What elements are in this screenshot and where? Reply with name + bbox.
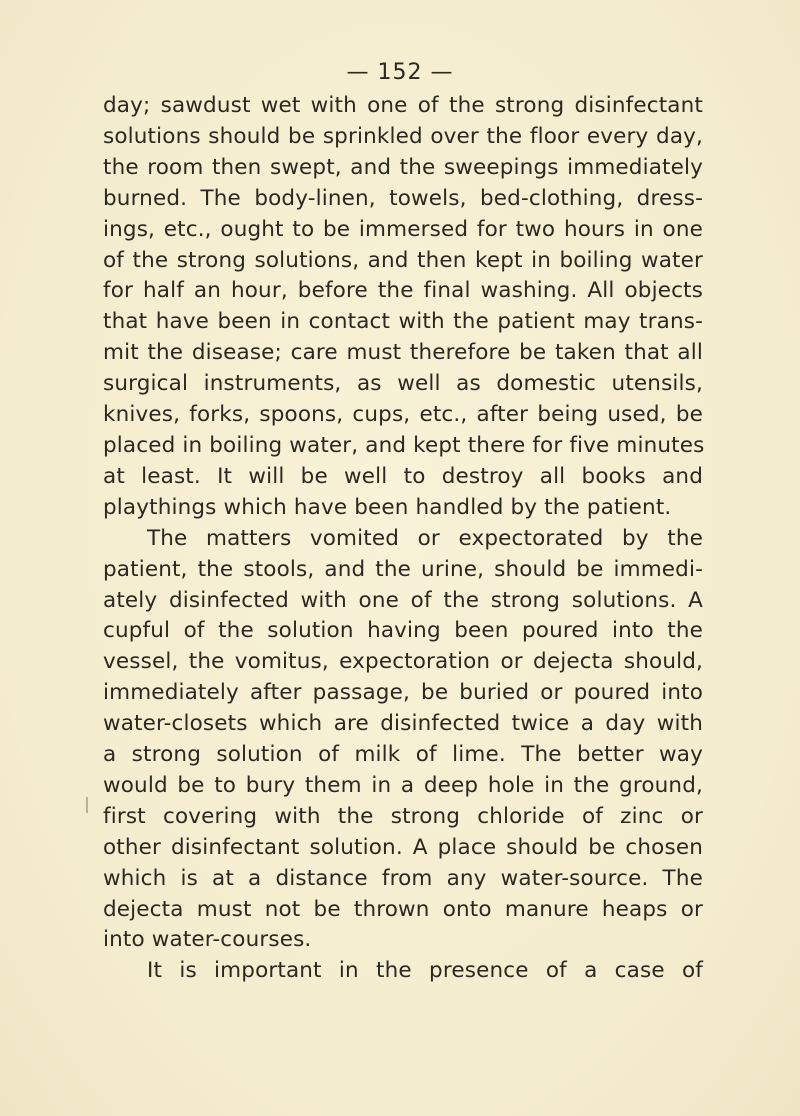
paragraph-end-line: playthings which have been handled by the patient. — [103, 494, 672, 520]
text-line: at least. It will be well to destroy all books and — [103, 463, 703, 489]
paragraph-start-line: It is important in the presence of a case of — [147, 958, 703, 984]
text-line: surgical instruments, as well as domestic utensils, — [103, 371, 703, 397]
body-text — [103, 91, 703, 987]
text-line: which is at a distance from any water-source. The — [103, 865, 703, 891]
text-line: vessel, the vomitus, expectoration or dejecta should, — [103, 649, 703, 675]
text-line: ings, etc., ought to be immersed for two hours in one — [103, 216, 703, 242]
text-line: a strong solution of milk of lime. The better way — [103, 742, 703, 768]
text-line: of the strong solutions, and then kept in boiling water — [103, 247, 703, 273]
text-line: placed in boiling water, and kept there for five minutes — [103, 432, 705, 458]
text-line: solutions should be sprinkled over the floor every day, — [103, 123, 703, 149]
text-line: ately disinfected with one of the strong solutions. A — [103, 587, 703, 613]
text-line: knives, forks, spoons, cups, etc., after being used, be — [103, 402, 703, 428]
text-line: other disinfectant solution. A place should be chosen — [103, 834, 703, 860]
text-line: immediately after passage, be buried or poured into — [103, 680, 703, 706]
text-line: mit the disease; care must therefore be taken that all — [103, 340, 703, 366]
text-line: dejecta must not be thrown onto manure heaps or — [103, 896, 703, 922]
text-line: patient, the stools, and the urine, should be immedi- — [103, 556, 703, 582]
page-number: — 152 — — [346, 60, 454, 85]
text-line: water-closets which are disinfected twice a day with — [103, 711, 703, 737]
paragraph-end-line: into water-courses. — [103, 927, 312, 953]
text-line: burned. The body-linen, towels, bed-clothing, dress- — [103, 185, 703, 211]
text-line: would be to bury them in a deep hole in the ground, — [103, 772, 703, 798]
margin-mark — [86, 797, 88, 813]
text-line: that have been in contact with the patient may trans- — [103, 309, 703, 335]
text-line: first covering with the strong chloride of zinc or — [103, 803, 703, 829]
text-line: cupful of the solution having been poured into the — [103, 618, 703, 644]
paragraph-start-line: The matters vomited or expectorated by the — [147, 525, 703, 551]
text-line: the room then swept, and the sweepings immediately — [103, 154, 703, 180]
text-line: for half an hour, before the final washing. All objects — [103, 278, 703, 304]
text-line: day; sawdust wet with one of the strong disinfectant — [103, 93, 703, 118]
